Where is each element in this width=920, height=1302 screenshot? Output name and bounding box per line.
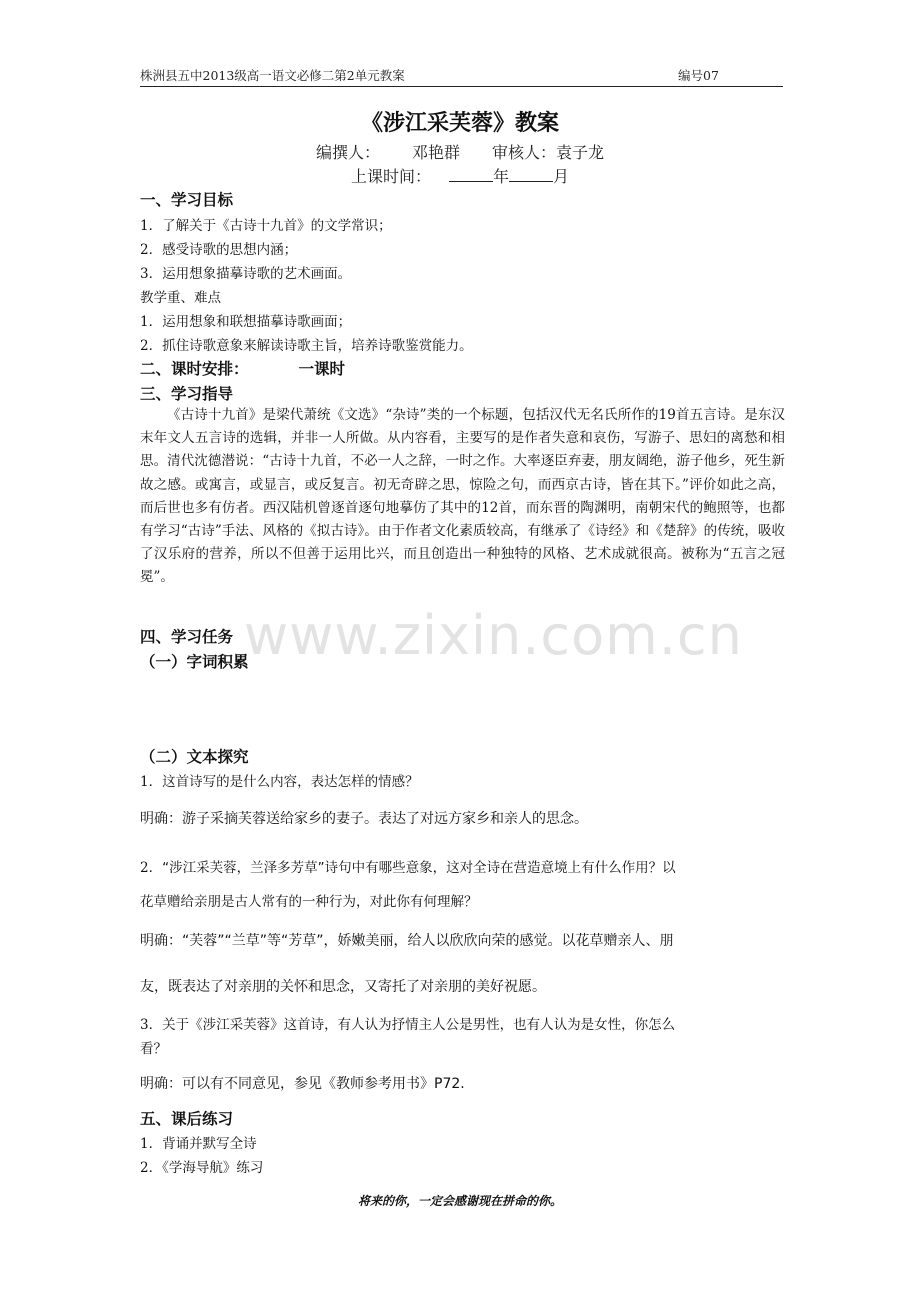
section-3-heading: 三、学习指导 (140, 385, 234, 403)
header-school-course: 株洲县五中2013级高一语文必修二第2单元教案 (140, 68, 405, 83)
schedule-label: 二、课时安排： (140, 360, 249, 378)
month-blank (509, 167, 553, 182)
class-time-line (0, 164, 920, 187)
objective-item: 1．了解关于《古诗十九首》的文学常识； (140, 218, 392, 234)
header-number: 编号07 (678, 68, 719, 83)
watermark: www.zixin.com.cn (244, 604, 743, 667)
key-point-item: 2．抓住诗歌意象来解读诗歌主旨，培养诗歌鉴赏能力。 (140, 338, 473, 354)
footer-motto: 将来的你，一定会感谢现在拼命的你。 (357, 1194, 562, 1208)
answer-3: 明确：可以有不同意见，参见《教师参考用书》P72. (140, 1076, 465, 1092)
page-header (140, 66, 783, 87)
reviewer-name: 袁子龙 (556, 143, 605, 162)
month-label: 月 (553, 167, 570, 186)
answer-1: 明确：游子采摘芙蓉送给家乡的妻子。表达了对远方家乡和亲人的思念。 (140, 811, 588, 827)
year-blank (449, 167, 493, 182)
key-points-label: 教学重、难点 (140, 290, 221, 306)
question-2-quote: “涉江采芙蓉，兰泽多芳草” (162, 860, 325, 876)
author-line (0, 140, 920, 163)
question-3-line-1: 3．关于《涉江采芙蓉》这首诗，有人认为抒情主人公是男性，也有人认为是女性，你怎么 (140, 1017, 676, 1033)
class-time-label: 上课时间： (350, 167, 431, 186)
question-2-number: 2． (140, 860, 163, 876)
section-4-heading: 四、学习任务 (140, 628, 234, 646)
objective-item: 3．运用想象描摹诗歌的艺术画面。 (140, 266, 352, 282)
question-2-line-2: 花草赠给亲朋是古人常有的一种行为，对此你有何理解？ (140, 894, 478, 910)
question-2-line-1 (140, 856, 676, 876)
answer-2-line-1: 明确：“芙蓉”“兰草”等“芳草”，娇嫩美丽，给人以欣欣向荣的感觉。以花草赠亲人、朋 (140, 933, 674, 949)
document-title: 《涉江采芙蓉》教案 (360, 110, 559, 136)
section-5-heading: 五、课后练习 (140, 1110, 234, 1128)
question-2-text: 诗句中有哪些意象，这对全诗在营造意境上有什么作用？以 (324, 860, 676, 876)
key-point-item: 1．运用想象和联想描摹诗歌画面； (140, 314, 352, 330)
year-label: 年 (492, 167, 509, 186)
schedule-value: 一课时 (298, 360, 346, 378)
reviewer-label: 审核人： (492, 143, 557, 162)
section-1-heading: 一、学习目标 (140, 191, 234, 209)
exercise-item: 2．《学海导航》练习 (140, 1160, 264, 1176)
answer-2-line-2: 友，既表达了对亲朋的关怀和思念，又寄托了对亲朋的美好祝愿。 (140, 979, 546, 995)
subsection-text-study: （二）文本探究 (140, 748, 249, 766)
exercise-item: 1．背诵并默写全诗 (140, 1136, 257, 1152)
question-3-line-2: 看？ (140, 1041, 167, 1057)
section-2-heading (140, 357, 345, 379)
editor-name: 邓艳群 (411, 143, 460, 162)
editor-label: 编撰人： (315, 143, 380, 162)
guidance-paragraph: 《古诗十九首》是梁代萧统《文选》“杂诗”类的一个标题，包括汉代无名氏所作的19首五言诗。是东汉末年文人五言诗的选辑，并非一人所做。从内容看，主要写的是作者失意和哀伤，写游子、思妇的离愁和相思。清代沈德潜说：“古诗十九首，不必一人之辞，一时之作。大率逐臣弃妻，朋友阔绝，游子他乡，死生新故之感。或寓言，或显言，或反复言。初无奇辟之思，惊险之句，而西京古诗，皆在其下。”评价如此之高，而后世也多有仿者。西汉陆机曾逐首逐句地摹仿了其中的12首，而东晋的陶渊明，南朝宋代的鲍照等，也都有学习“古诗”手法、风格的《拟古诗》。由于作者文化素质较高，有继承了《诗经》和《楚辞》的传统，吸收了汉乐府的营养，所以不但善于运用比兴，而且创造出一种独特的风格、艺术成就很高。被称为“五言之冠冕”。 (140, 407, 785, 586)
question-1: 1．这首诗写的是什么内容，表达怎样的情感？ (140, 774, 419, 790)
objective-item: 2．感受诗歌的思想内涵； (140, 242, 298, 258)
subsection-vocabulary: （一）字词积累 (140, 653, 249, 671)
